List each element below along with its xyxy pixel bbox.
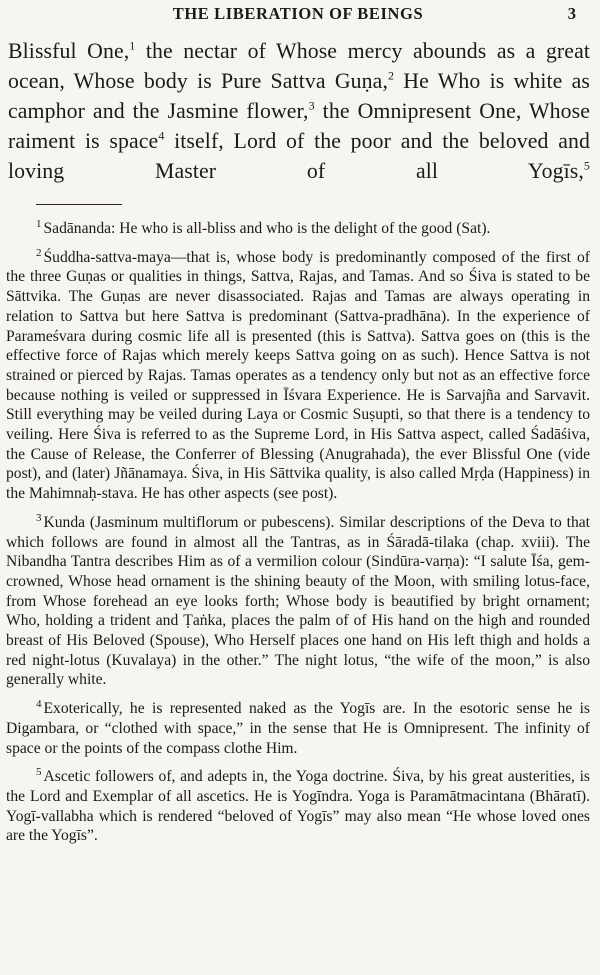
footnote-ref-2: 2 — [388, 68, 395, 83]
main-text-segment: He Who is white as camphor and the Jasmine flower, — [8, 69, 590, 123]
main-text-segment: the nectar of Whose mercy abounds as a great ocean, Whose body is Pure Sattva Guṇa, — [8, 39, 591, 93]
footnote-text: Kunda (Jasminum multiflorum or pubescens). Similar descriptions of the Deva to that which follows are found in almost all the Tantras, as in Śāradā-tilaka (chap. xviii). The Nibandha Tantra describes Him as of a vermilion colour (Sindūra-varṇa): “I salute Īśa, gem-crowned, Whose head ornament is the shining beauty of the Moon, with smiling lotus-face, from Whose forehead an eye looks forth; Whose body is beautified by bright ornament; Who, holding a trident and Ṭaṅka, places the palm of of His hand on the high and rounded breast of His Beloved (Spouse), Who Herself places one hand on His left thigh and holds a red night-lotus (Kuvalaya) in the other.” The night lotus, “the wife of the moon,” is also generally white. — [6, 513, 590, 689]
footnote-5 — [6, 767, 590, 846]
footnotes — [6, 219, 590, 846]
footnote-ref-5: 5 — [583, 158, 590, 173]
footnote-number: 5 — [36, 766, 42, 779]
footnote-text: Ascetic followers of, and adepts in, the Yoga doctrine. Śiva, by his great austerities, is the Lord and Exemplar of all ascetics. He is Yogīndra. Yoga is Paramātmacintana (Bhāratī). Yogī-vallabha which is rendered “beloved of Yogīs” may also mean “He whose loved ones are the Yogīs”. — [6, 768, 590, 845]
footnote-1 — [6, 219, 590, 239]
footnote-separator — [36, 204, 122, 205]
footnote-text: Sadānanda: He who is all-bliss and who is the delight of the good (Sat). — [43, 220, 491, 237]
page-number: 3 — [567, 4, 576, 23]
footnote-number: 3 — [36, 511, 42, 524]
page-header — [6, 2, 590, 28]
footnote-number: 1 — [36, 217, 42, 230]
footnote-2 — [6, 248, 590, 504]
running-head: THE LIBERATION OF BEINGS — [172, 4, 424, 23]
footnote-ref-1: 1 — [129, 38, 136, 53]
footnote-number: 4 — [36, 697, 42, 710]
book-page — [0, 2, 600, 975]
main-text-segment: Blissful One, — [8, 39, 130, 63]
main-text-segment: the Omnipresent One, Whose raiment is space — [8, 99, 590, 153]
footnote-text: Exoterically, he is represented naked as the Yogīs are. In the esotoric sense he is Digambara, or “clothed with space,” in the sense that He is Omnipresent. The infinity of space or the points of the compass clothe Him. — [6, 700, 590, 757]
footnote-4 — [6, 699, 590, 758]
footnote-number: 2 — [36, 246, 42, 259]
main-text-segment: itself, Lord of the poor and the beloved and loving Master of all Yogīs, — [8, 129, 590, 183]
footnote-ref-4: 4 — [158, 128, 165, 143]
main-paragraph — [8, 36, 590, 186]
footnote-ref-3: 3 — [308, 98, 315, 113]
footnote-3 — [6, 513, 590, 690]
footnote-text: Śuddha-sattva-maya—that is, whose body is predominantly composed of the first of the three Guṇas or qualities in things, Sattva, Rajas, and Tamas. And so Śiva is stated to be Sāttvika. The Guṇas are never disassociated. Rajas and Tamas are always operating in relation to Sattva but here Sattva is predominant (Sattva-pradhāna). In the experience of Parameśvara during cosmic life all is presented (this is Sattva). Sattva goes on (this is the effective force of Rajas which merely keeps Sattva going on as such). Hence Sattva is not strained or pierced by Rajas. Tamas operates as a tendency only but not as an effective force because nothing is veiled or suppressed in Īśvara Experience. He is Sarvajña and Sarvavit. Still everything may be veiled during Laya or Cosmic Suṣupti, so that there is a tendency to veiling. Here Śiva is referred to as the Supreme Lord, in His Sattva aspect, called Śadāśiva, the Cause of Release, the Conferrer of Blessing (Anugrahada), the ever Blissful One (vide post), and (later) Jñānamaya. Śiva, in His Sāttvika quality, is also called Mṛḍa (Happiness) in the Mahimnaḥ-stava. He has other aspects (see post). — [6, 248, 590, 503]
